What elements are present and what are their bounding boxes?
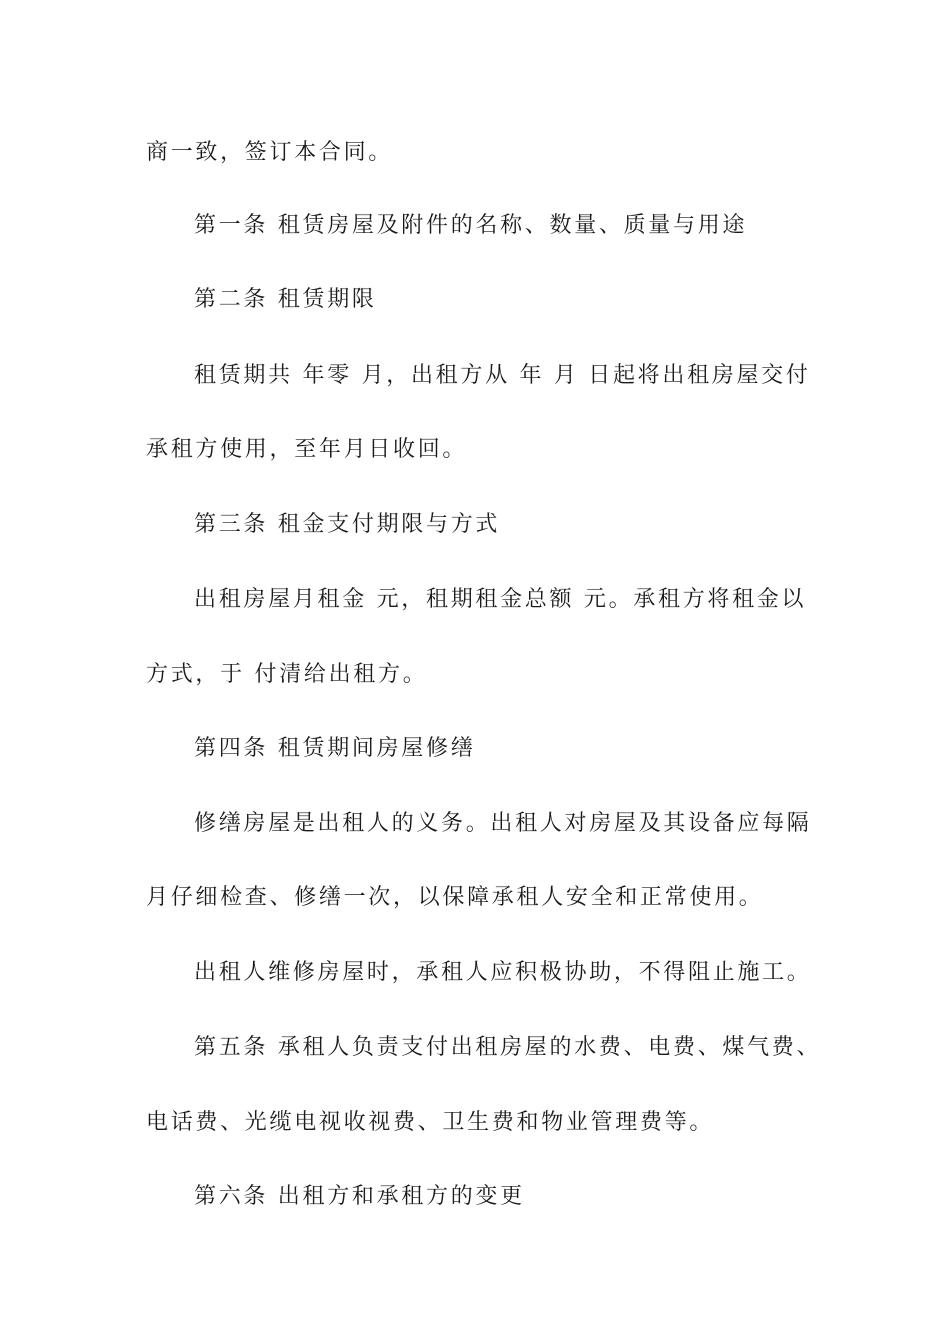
article-5-line-1: 第五条 承租人负责支付出租房屋的水费、电费、煤气费、 — [194, 1035, 822, 1060]
rent-paragraph-line-2: 方式，于 付清给出租方。 — [146, 662, 428, 687]
rent-paragraph-line-1: 出租房屋月租金 元，租期租金总额 元。承租方将租金以 — [194, 587, 807, 612]
repair-paragraph-line-2: 月仔细检查、修缮一次，以保障承租人安全和正常使用。 — [146, 885, 764, 910]
paragraph-continuation: 商一致，签订本合同。 — [146, 140, 394, 165]
article-6-heading: 第六条 出租方和承租方的变更 — [194, 1184, 525, 1209]
repair-cooperation-paragraph: 出租人维修房屋时，承租人应积极协助，不得阻止施工。 — [194, 960, 812, 985]
lease-term-paragraph-line-2: 承租方使用，至年月日收回。 — [146, 437, 468, 462]
article-5-line-2: 电话费、光缆电视收视费、卫生费和物业管理费等。 — [146, 1110, 715, 1135]
article-1-heading: 第一条 租赁房屋及附件的名称、数量、质量与用途 — [194, 213, 748, 238]
article-3-heading: 第三条 租金支付期限与方式 — [194, 512, 501, 537]
article-2-heading: 第二条 租赁期限 — [194, 287, 377, 312]
repair-paragraph-line-1: 修缮房屋是出租人的义务。出租人对房屋及其设备应每隔 — [194, 811, 812, 836]
article-4-heading: 第四条 租赁期间房屋修缮 — [194, 736, 476, 761]
lease-term-paragraph-line-1: 租赁期共 年零 月，出租方从 年 月 日起将出租房屋交付 — [194, 363, 811, 388]
